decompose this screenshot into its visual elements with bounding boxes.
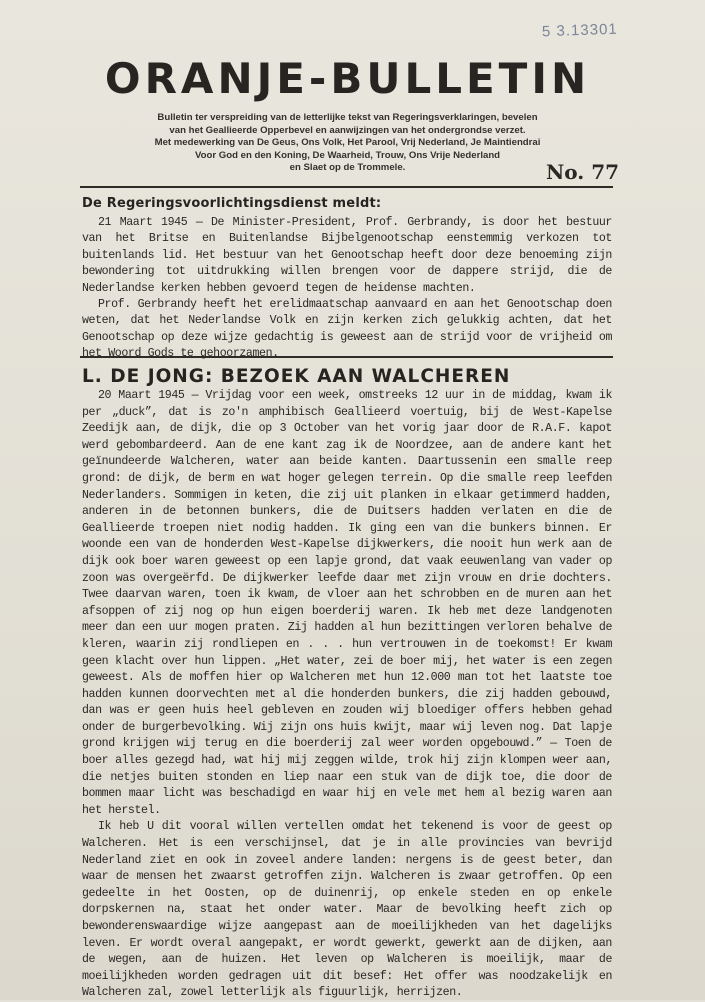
- article1-heading: De Regeringsvoorlichtingsdienst meldt:: [82, 196, 382, 211]
- article2-body: [82, 388, 612, 1002]
- archive-number: 5 3.13301: [541, 20, 619, 41]
- subtitle-line: en Slaet op de Trommele.: [289, 162, 406, 173]
- masthead-title: ORANJE-BULLETIN: [104, 54, 591, 103]
- article1-body: [82, 215, 612, 363]
- issue-number: No. 77: [546, 160, 620, 184]
- subtitle-line: Bulletin ter verspreiding van de letterlijke tekst van Regeringsverklaringen, bevelen: [157, 112, 538, 123]
- subtitle-line: Met medewerking van De Geus, Ons Volk, Het Parool, Vrij Nederland, Je Maintiendrai: [154, 137, 541, 148]
- subtitle-line: van het Geallieerde Opperbevel en aanwijzingen van het ondergrondse verzet.: [169, 124, 526, 136]
- article1-paragraph: 21 Maart 1945 — De Minister-President, Prof. Gerbrandy, is door het bestuur van het Britse en Buitenlandse Bijbelgenootschap eenstemmig verkozen tot buitenlands lid. Het bestuur van het Genootschap heeft door deze benoeming zijn bewondering tot uitdrukking willen brengen voor de dappere strijd, die de Nederlandse kerken hebben gevoerd tegen de heidense machten.: [82, 216, 612, 295]
- divider: [80, 186, 613, 188]
- article2-heading: L. DE JONG: BEZOEK AAN WALCHEREN: [82, 366, 511, 387]
- article2-paragraph: 20 Maart 1945 — Vrijdag voor een week, omstreeks 12 uur in de middag, kwam ik per „duck”, dat is zo'n amphibisch Geallieerd voertuig, bij de West-Kapelse Zeedijk aan, de dijk, die op 3 October van het vorig jaar door de R.A.F. kapot werd gebombardeerd. Aan de ene kant zag ik de Noordzee, aan de andere kant het geïnundeerde Walcheren, water aan beide kanten. Daartussenin een smalle reep grond: de dijk, de berm en wat hoger gelegen terrein. Op die smalle reep leefden Nederlanders. Sommigen in keten, die zij uit planken in elkaar getimmerd hadden, anderen in de betonnen bunkers, die de Duitsers hadden verlaten en die de Geallieerde troepen niet nodig hadden. Ik ging een van die bunkers binnen. Er woonde een van de honderden West-Kapelse dijkwerkers, die nooit hun werk aan de dijk ook boer waren geweest op een lapje grond, dat vaak eeuwenlang van vader op zoon was overgeërfd. De dijkwerker leefde daar met zijn vrouw en drie dochters. Twee daarvan waren, toen ik kwam, de vloer aan het schrobben en de muren aan het afsoppen of zij nog op hun eigen boerderij waren. Ik heb met deze landgenoten meer dan een uur mogen praten. Zij hadden al hun bezittingen verloren behalve de kleren, waarin zij rondliepen en . . . hun vertrouwen in de toekomst! Er kwam geen klacht over hun lippen. „Het water, zei de boer mij, het water is een zegen geweest. Als de moffen hier op Walcheren met hun 12.000 man tot het laatste toe hadden kunnen doorvechten met al die honderden bunkers, die zij hadden gebouwd, dan was er geen huis heel gebleven en zouden wij bloediger offers hebben gehad onder de burgerbevolking. Wij zijn ons huis kwijt, maar wij leven nog. Dat lapje grond krijgen wij terug en die boerderij zal weer worden opgebouwd.” — Toen de boer alles gezegd had, wat hij mij zeggen wilde, trok hij zijn klompen weer aan, die netjes buiten stonden en liep naar een stuk van de dijk toe, die door de bommen maar licht was beschadigd en waar hij en vele met hem al bezig waren aan het herstel.: [82, 389, 612, 817]
- article1-paragraph: Prof. Gerbrandy heeft het erelidmaatschap aanvaard en aan het Genootschap doen weten, dat het Nederlandse Volk en zijn kerken zich gelukkig achten, dat het Genootschap op deze wijze gedachtig is geweest aan de strijd voor de vrijheid om het Woord Gods te gehoorzamen.: [82, 298, 612, 361]
- article2-paragraph: Ik heb U dit vooral willen vertellen omdat het tekenend is voor de geest op Walcheren. Het is een verschijnsel, dat je in alle provincies van bevrijd Nederland ziet en ook in zoveel andere landen: nergens is de geest beter, dan waar de mensen het zwaarst getroffen zijn. Walcheren is zwaar getroffen. Op een gedeelte in het Oosten, op de duinenrij, op enkele steden en op enkele dorpskernen na, staat het onder water. Maar de bevolking heeft zich op bewonderenswaardige wijze aangepast aan de moeilijkheden van het dagelijks leven. Er wordt overal aangepakt, er wordt gewerkt, gewerkt aan de dijken, aan de wegen, aan de huizen. Het leven op Walcheren is moeilijk, maar de moeilijkheden worden gedragen uit dit besef: Het offer was noodzakelijk en Walcheren zal, zowel letterlijk als figuurlijk, herrijzen.: [82, 820, 612, 1000]
- divider: [80, 356, 613, 358]
- subtitle-line: Voor God en den Koning, De Waarheid, Trouw, Ons Vrije Nederland: [194, 149, 501, 161]
- masthead-subtitle: [80, 112, 615, 175]
